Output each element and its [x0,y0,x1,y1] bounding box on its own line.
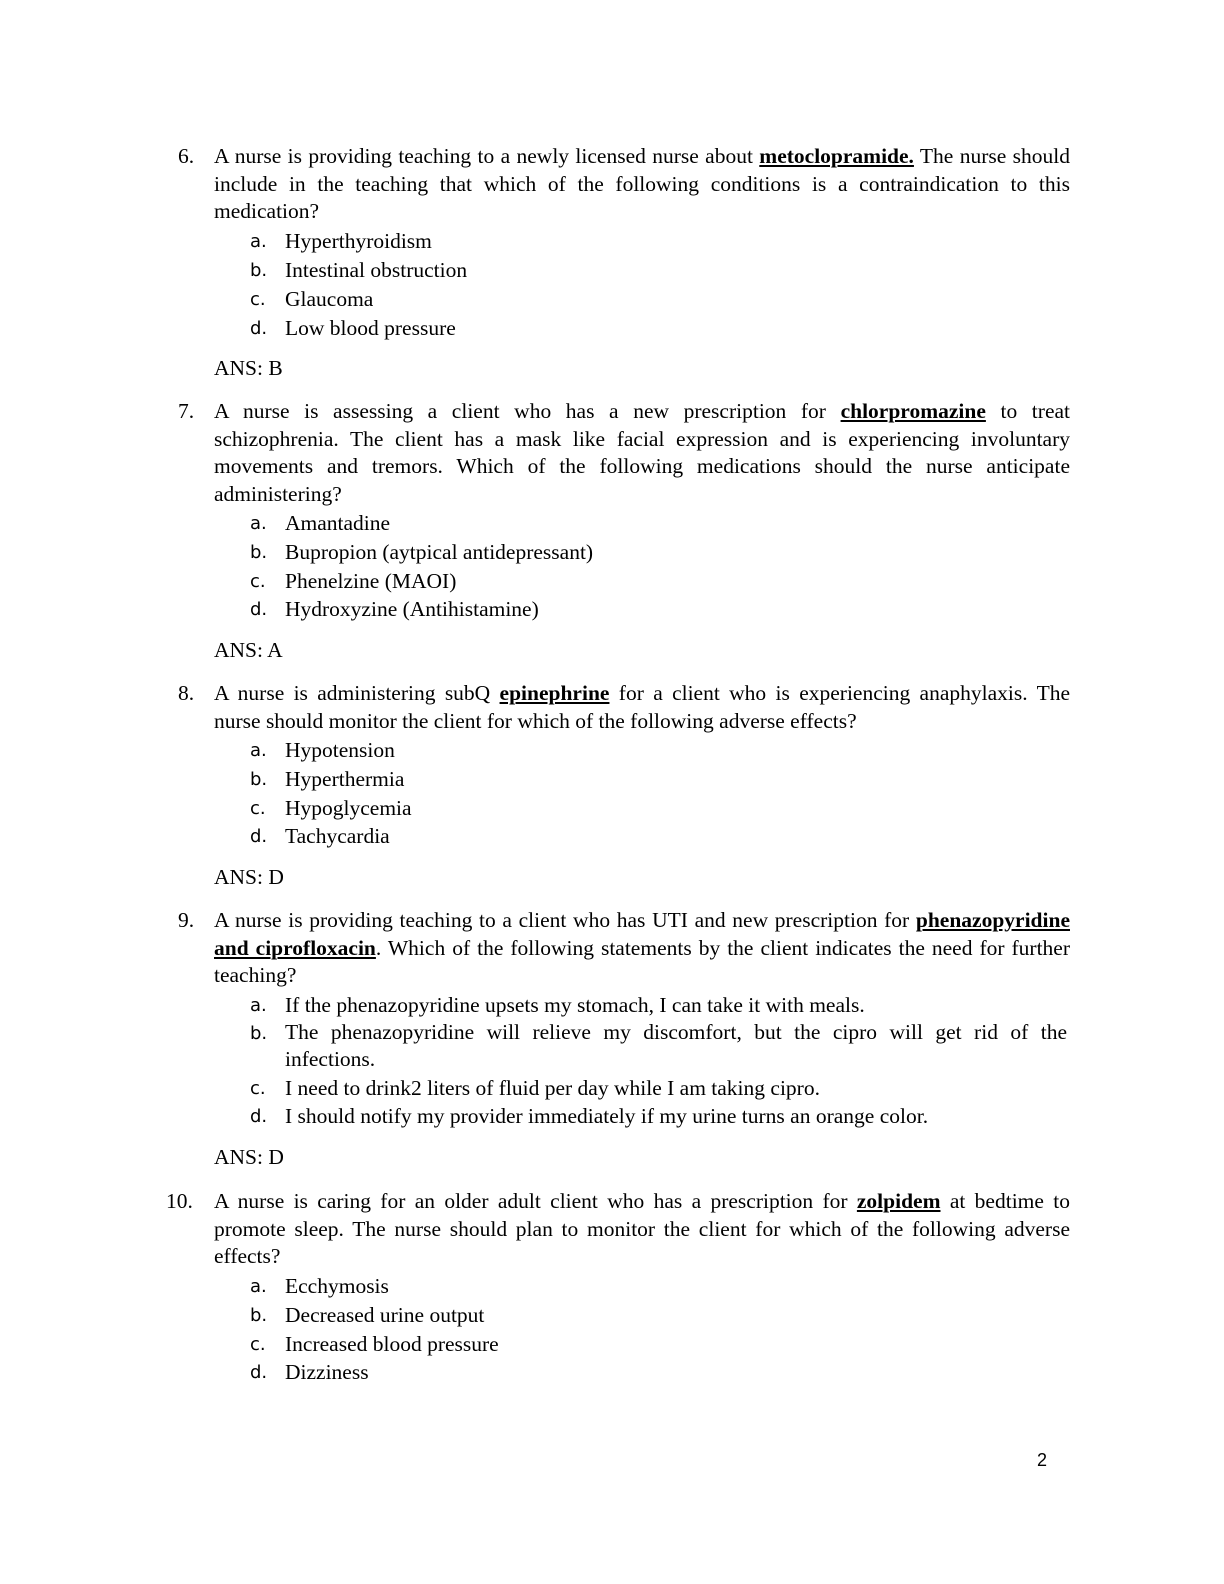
answer-key: ANS: A [214,638,283,662]
answer-option: a. Hyperthyroidism [250,229,432,253]
drug-name: phenazopyridine and ciprofloxacin [214,908,1070,960]
answer-option: d. Tachycardia [250,824,390,848]
answer-option: b. The phenazopyridine will relieve my discomfort, but the cipro will get rid of the infections. [250,1020,1067,1071]
answer-option: d. Hydroxyzine (Antihistamine) [250,597,539,621]
answer-option: d. Dizziness [250,1360,369,1384]
answer-option: b. Decreased urine output [250,1303,485,1327]
answer-key: ANS: D [214,1145,284,1169]
question-stem: A nurse is providing teaching to a client who has UTI and new prescription for phenazopyridine and ciprofloxacin. Which of the following statements by the client indicates the need for further teaching? [214,908,1071,987]
answer-option: a. Hypotension [250,738,395,762]
answer-key: ANS: D [214,865,284,889]
question-number: 8. [178,681,195,705]
question-number: 6. [178,144,195,168]
answer-option: c. I need to drink2 liters of fluid per day while I am taking cipro. [250,1076,820,1100]
question-stem: A nurse is providing teaching to a newly licensed nurse about metoclopramide. The nurse should include in the teaching that which of the following conditions is a contraindication to this medication? [214,144,1070,223]
drug-name: zolpidem [856,1189,941,1213]
question-number: 7. [178,399,195,423]
answer-option: a. Amantadine [250,511,391,535]
answer-key: ANS: B [214,356,283,380]
question-number: 9. [178,908,195,932]
question-number: 10. [166,1189,193,1213]
drug-name: chlorpromazine [840,399,986,423]
answer-option: a. If the phenazopyridine upsets my stomach, I can take it with meals. [250,993,865,1017]
question-stem: A nurse is caring for an older adult client who has a prescription for zolpidem at bedtime to promote sleep. The nurse should plan to monitor the client for which of the following adverse effects? [214,1189,1070,1268]
answer-option: c. Increased blood pressure [250,1332,499,1356]
question-stem: A nurse is administering subQ epinephrine for a client who is experiencing anaphylaxis. The nurse should monitor the client for which of the following adverse effects? [214,681,1070,733]
drug-name: epinephrine [499,681,610,705]
answer-option: c. Phenelzine (MAOI) [250,569,457,593]
answer-option: b. Hyperthermia [250,767,405,791]
answer-option: c. Hypoglycemia [250,796,412,820]
question-stem: A nurse is assessing a client who has a new prescription for chlorpromazine to treat schizophrenia. The client has a mask like facial expression and is experiencing involuntary movements and tremors. Which of the following medications should the nurse anticipate administering? [214,399,1071,506]
answer-option: b. Intestinal obstruction [250,258,468,282]
answer-option: b. Bupropion (aytpical antidepressant) [250,540,594,564]
answer-option: c. Glaucoma [250,287,374,311]
answer-option: a. Ecchymosis [250,1274,389,1298]
answer-option: d. I should notify my provider immediately if my urine turns an orange color. [250,1104,929,1128]
page-number: 2 [1037,1450,1048,1470]
answer-option: d. Low blood pressure [250,316,456,340]
drug-name: metoclopramide. [759,144,914,168]
